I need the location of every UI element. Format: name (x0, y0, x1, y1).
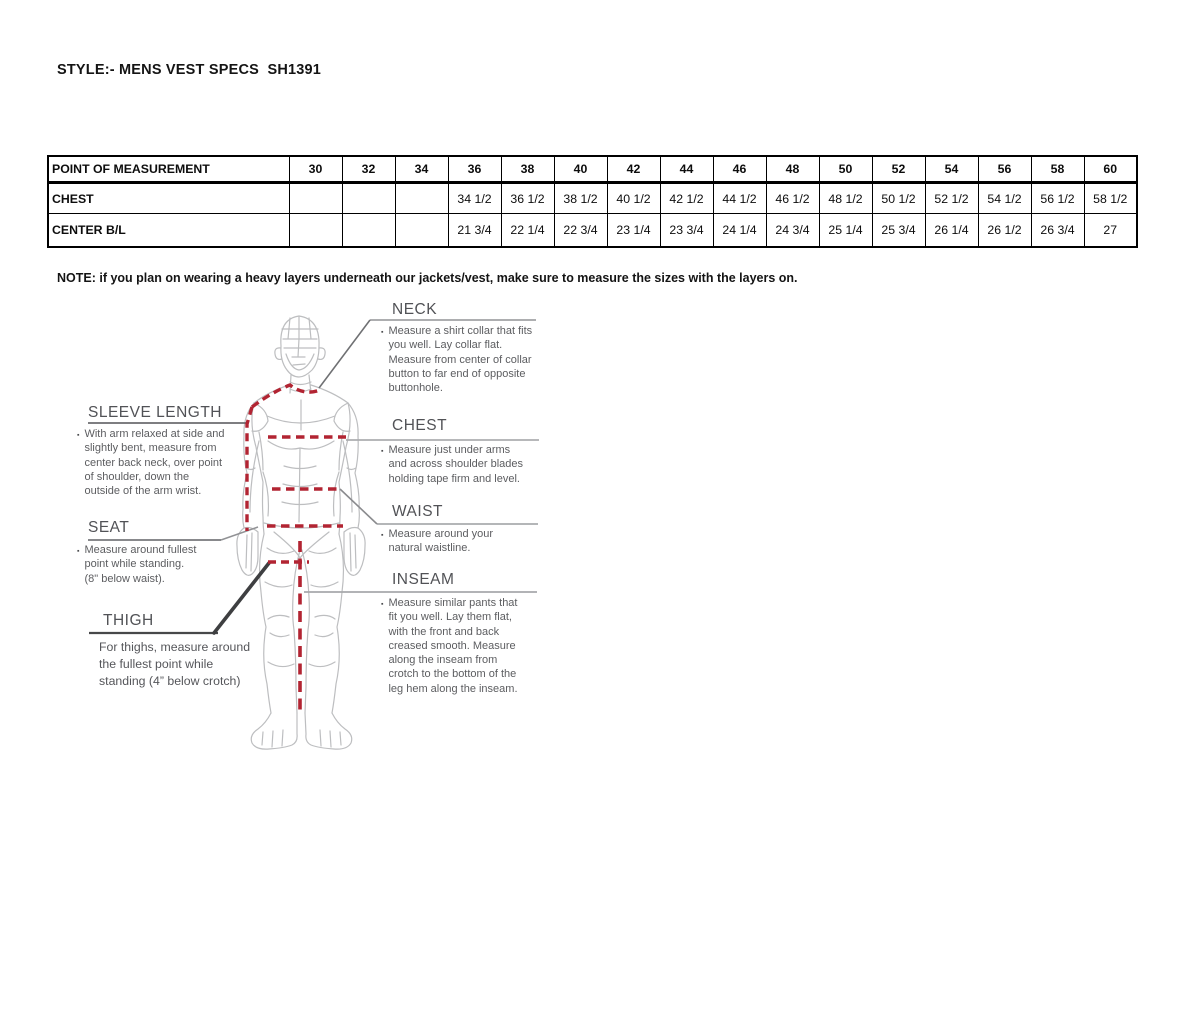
size-table-cell: 52 1/2 (925, 183, 978, 214)
size-table-size-header: 48 (766, 156, 819, 183)
size-table-cell: 22 1/4 (501, 214, 554, 247)
size-table-cell: 38 1/2 (554, 183, 607, 214)
thigh-leader-line (214, 563, 269, 633)
figure-left-hand (237, 528, 258, 576)
neck-description-text: Measure a shirt collar that fits you well. Lay collar flat. Measure from center of collar button to far end of opposite buttonhole. (388, 325, 533, 395)
sleeve-length-description-text: With arm relaxed at side and slightly bent, measure from center back neck, over point of shoulder, down the outside of the arm wrist. (84, 428, 225, 498)
size-table-cell: 24 1/4 (713, 214, 766, 247)
size-table-corner-header: POINT OF MEASUREMENT (48, 156, 289, 183)
size-table-cell: 48 1/2 (819, 183, 872, 214)
size-table-size-header: 36 (448, 156, 501, 183)
seat-heading: SEAT (88, 519, 130, 536)
note-text: NOTE: if you plan on wearing a heavy layers underneath our jackets/vest, make sure to measure the sizes with the layers on. (57, 271, 798, 285)
size-table-cell: 25 3/4 (872, 214, 925, 247)
size-table-size-header: 34 (395, 156, 448, 183)
size-table-size-header: 50 (819, 156, 872, 183)
figure-torso-mesh (259, 400, 343, 558)
bullet-icon: ▪ (77, 432, 80, 439)
size-table-cell: 34 1/2 (448, 183, 501, 214)
size-table-size-header: 46 (713, 156, 766, 183)
sleeve-length-heading: SLEEVE LENGTH (88, 404, 222, 421)
size-table (47, 155, 1138, 248)
size-table-cell: 50 1/2 (872, 183, 925, 214)
size-table-cell: 36 1/2 (501, 183, 554, 214)
size-table-cell (289, 214, 342, 247)
size-table-size-header: 58 (1031, 156, 1084, 183)
size-table-cell: 23 1/4 (607, 214, 660, 247)
size-table-cell: 46 1/2 (766, 183, 819, 214)
size-table-row (48, 214, 1137, 247)
size-table-size-header: 38 (501, 156, 554, 183)
size-table-cell (395, 214, 448, 247)
sleeve-length-description (77, 427, 230, 498)
size-table-cell: 54 1/2 (978, 183, 1031, 214)
seat-description-text: Measure around fullest point while standing. (8" below waist). (84, 544, 197, 585)
size-table-cell (342, 214, 395, 247)
thigh-description-text: For thighs, measure around the fullest point while standing (4” below crotch) (99, 640, 251, 688)
size-table-cell: 22 3/4 (554, 214, 607, 247)
size-table-size-header: 54 (925, 156, 978, 183)
figure-face-lines (282, 317, 318, 370)
size-table-cell (342, 183, 395, 214)
size-table-size-header: 40 (554, 156, 607, 183)
size-table-size-header: 44 (660, 156, 713, 183)
figure-left-foot (251, 713, 297, 749)
thigh-heading: THIGH (103, 612, 154, 629)
bullet-icon: ▪ (381, 532, 384, 539)
size-table-cell: 40 1/2 (607, 183, 660, 214)
bullet-icon: ▪ (381, 329, 384, 336)
chest-description (381, 443, 529, 486)
inseam-heading: INSEAM (392, 571, 455, 588)
size-table-cell: 25 1/4 (819, 214, 872, 247)
figure-right-arm (334, 403, 359, 528)
figure-left-leg (260, 534, 300, 713)
bullet-icon: ▪ (381, 601, 384, 608)
waist-heading: WAIST (392, 503, 444, 520)
size-table-cell (289, 183, 342, 214)
chest-description-text: Measure just under arms and across shoulder blades holding tape firm and level. (388, 444, 524, 485)
seat-description (77, 543, 205, 586)
chest-heading: CHEST (392, 417, 448, 434)
size-table-cell: 58 1/2 (1084, 183, 1137, 214)
size-table-cell (395, 183, 448, 214)
size-table-cell: 21 3/4 (448, 214, 501, 247)
size-table-size-header: 60 (1084, 156, 1137, 183)
neck-description (381, 324, 543, 395)
size-table-row-label: CENTER B/L (48, 214, 289, 247)
waist-description-text: Measure around your natural waistline. (388, 528, 494, 555)
size-table-size-header: 52 (872, 156, 925, 183)
page-title: STYLE:- MENS VEST SPECS SH1391 (57, 62, 322, 78)
size-table-cell: 26 3/4 (1031, 214, 1084, 247)
size-table-size-header: 30 (289, 156, 342, 183)
neck-heading: NECK (392, 301, 438, 318)
size-table-cell: 56 1/2 (1031, 183, 1084, 214)
size-table-row (48, 183, 1137, 214)
size-table-cell: 42 1/2 (660, 183, 713, 214)
figure-head (281, 316, 319, 377)
figure-right-hand (344, 528, 365, 576)
inseam-description-text: Measure similar pants that fit you well. Lay them flat, with the front and back creased smooth. Measure along the inseam from crotch to the bottom of the leg hem along the inseam. (388, 597, 518, 695)
measurement-dash-lines (247, 385, 346, 712)
neck-leader-line (319, 320, 370, 388)
size-table-cell: 23 3/4 (660, 214, 713, 247)
size-table-cell: 24 3/4 (766, 214, 819, 247)
size-table-size-header: 32 (342, 156, 395, 183)
size-table-cell: 26 1/2 (978, 214, 1031, 247)
bullet-icon: ▪ (77, 548, 80, 555)
size-table-cell: 27 (1084, 214, 1137, 247)
size-table-cell: 26 1/4 (925, 214, 978, 247)
size-table-header-row (48, 156, 1137, 183)
size-table-cell: 44 1/2 (713, 183, 766, 214)
waist-description (381, 527, 519, 556)
figure-right-foot (305, 713, 352, 749)
neck-dash-line (252, 385, 320, 407)
inseam-description (381, 596, 532, 696)
size-table-row-label: CHEST (48, 183, 289, 214)
bullet-icon: ▪ (381, 448, 384, 455)
size-table-size-header: 42 (607, 156, 660, 183)
size-table-size-header: 56 (978, 156, 1031, 183)
